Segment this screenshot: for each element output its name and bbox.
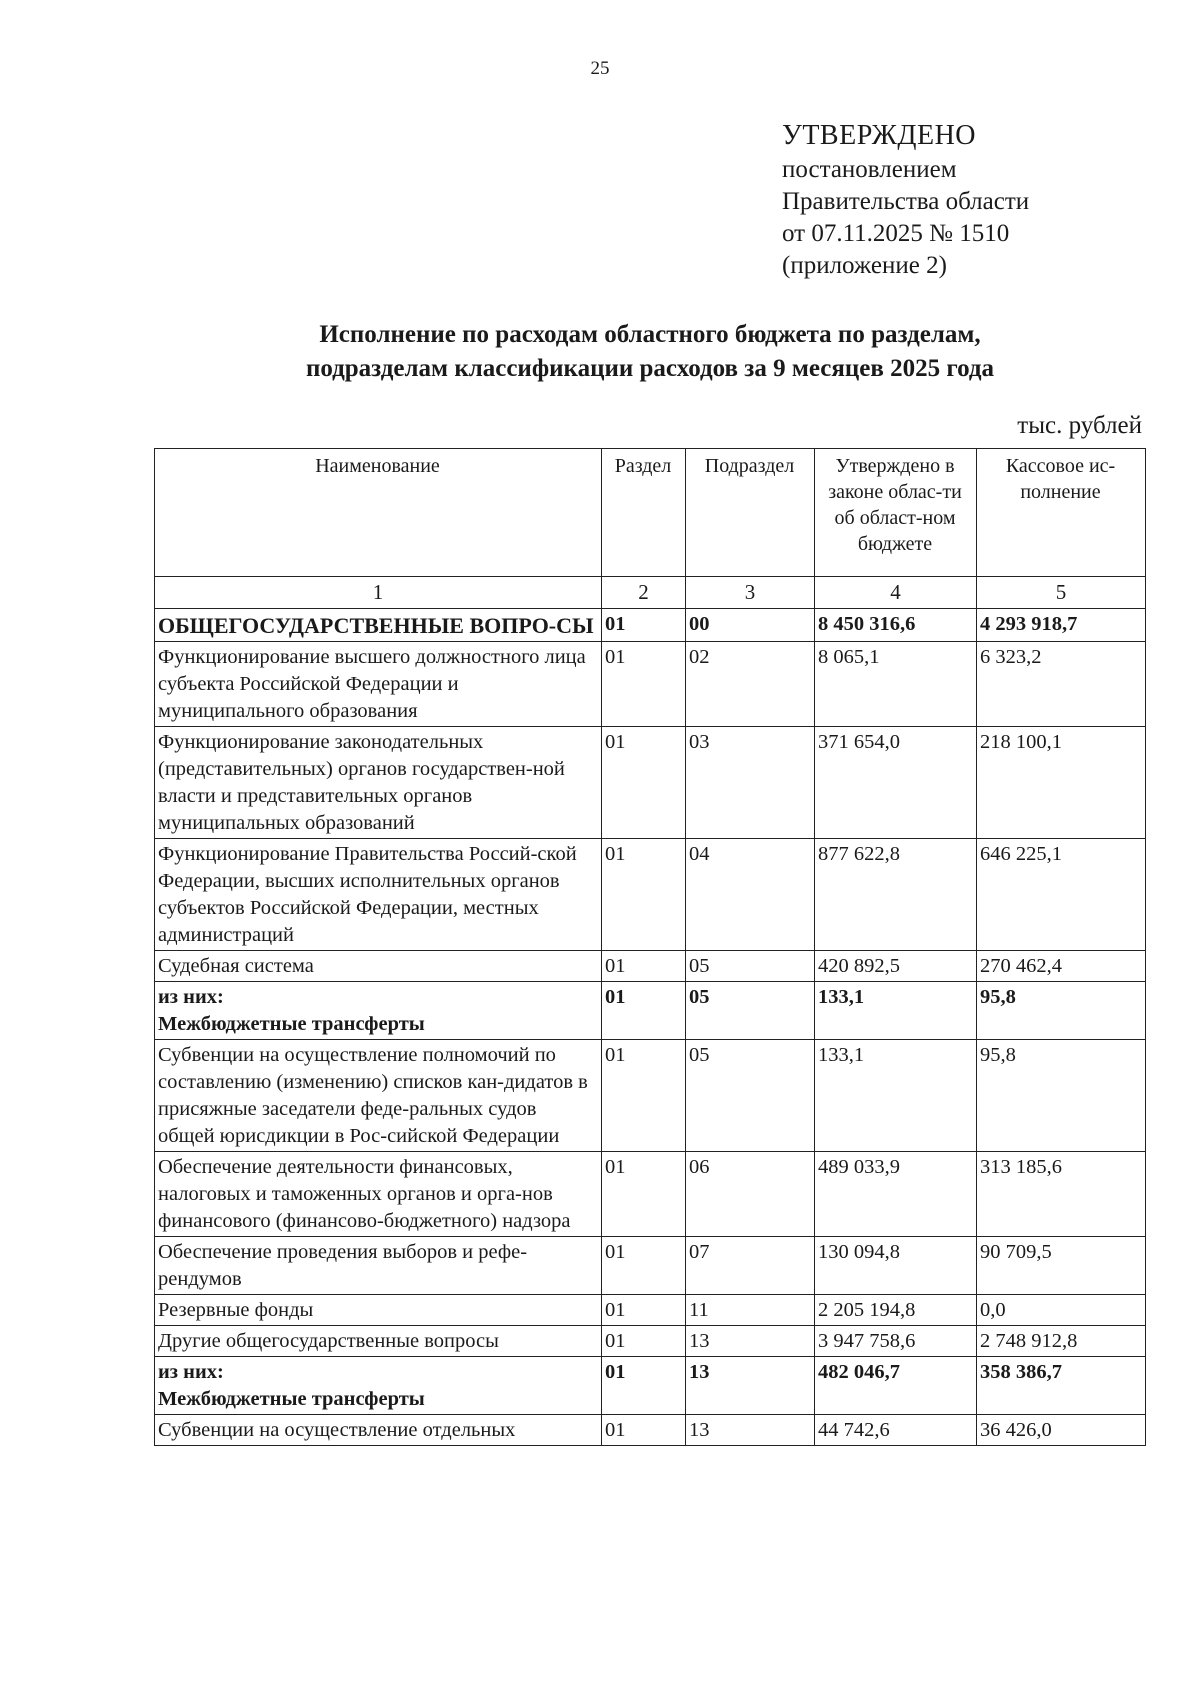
header-subsection: Подраздел	[686, 449, 815, 577]
row-executed: 4 293 918,7	[977, 609, 1146, 642]
row-name-main: Межбюджетные трансферты	[158, 1013, 425, 1035]
row-subsection: 05	[686, 1040, 815, 1152]
title-line: Исполнение по расходам областного бюджета по разделам,	[319, 321, 981, 348]
title-line: подразделам классификации расходов за 9 месяцев 2025 года	[305, 355, 995, 382]
row-executed: 358 386,7	[977, 1357, 1146, 1415]
row-approved: 482 046,7	[815, 1357, 977, 1415]
table-row	[155, 1152, 1146, 1237]
row-name: Функционирование высшего должностного лица субъекта Российской Федерации и муниципального образования	[155, 642, 602, 727]
row-name: Другие общегосударственные вопросы	[155, 1326, 602, 1357]
column-number-row	[155, 577, 1146, 609]
row-subsection: 06	[686, 1152, 815, 1237]
row-executed: 218 100,1	[977, 727, 1146, 839]
row-section: 01	[602, 727, 686, 839]
header-name: Наименование	[155, 449, 602, 577]
row-subsection: 13	[686, 1357, 815, 1415]
row-executed: 313 185,6	[977, 1152, 1146, 1237]
row-approved: 130 094,8	[815, 1237, 977, 1295]
row-executed: 95,8	[977, 982, 1146, 1040]
row-approved: 489 033,9	[815, 1152, 977, 1237]
column-number: 5	[977, 577, 1146, 609]
row-subsection: 00	[686, 609, 815, 642]
table-row	[155, 951, 1146, 982]
table-row	[155, 609, 1146, 642]
approval-line: постановлением	[782, 156, 957, 183]
row-section: 01	[602, 951, 686, 982]
row-subsection: 04	[686, 839, 815, 951]
units-label: тыс. рублей	[1017, 412, 1142, 439]
header-row	[155, 449, 1146, 577]
row-approved: 877 622,8	[815, 839, 977, 951]
column-number: 1	[155, 577, 602, 609]
approval-line: от 07.11.2025 № 1510	[782, 220, 1010, 247]
column-number: 3	[686, 577, 815, 609]
row-name-main: Межбюджетные трансферты	[158, 1388, 425, 1410]
row-subsection: 03	[686, 727, 815, 839]
row-name-prefix: из них:	[158, 1361, 224, 1383]
row-name	[155, 982, 602, 1040]
row-executed: 646 225,1	[977, 839, 1146, 951]
table-row	[155, 642, 1146, 727]
row-executed: 36 426,0	[977, 1415, 1146, 1446]
row-executed: 6 323,2	[977, 642, 1146, 727]
row-name: Функционирование Правительства Россий-ской Федерации, высших исполнительных органов субъектов Российской Федерации, местных администраций	[155, 839, 602, 951]
row-approved: 2 205 194,8	[815, 1295, 977, 1326]
row-name: Субвенции на осуществление отдельных	[155, 1415, 602, 1446]
row-subsection: 13	[686, 1415, 815, 1446]
row-name-prefix: из них:	[158, 986, 224, 1008]
table-row	[155, 1295, 1146, 1326]
row-section: 01	[602, 609, 686, 642]
column-number: 2	[602, 577, 686, 609]
header-executed: Кассовое ис-полнение	[977, 449, 1146, 577]
row-section: 01	[602, 1295, 686, 1326]
row-subsection: 13	[686, 1326, 815, 1357]
row-executed: 90 709,5	[977, 1237, 1146, 1295]
document-title	[150, 318, 1150, 386]
table-row	[155, 727, 1146, 839]
row-subsection: 07	[686, 1237, 815, 1295]
row-name: Обеспечение деятельности финансовых, налоговых и таможенных органов и орга-нов финансового (финансово-бюджетного) надзора	[155, 1152, 602, 1237]
row-name: Функционирование законодательных (представительных) органов государствен-ной власти и представительных органов муниципальных образований	[155, 727, 602, 839]
row-name: Судебная система	[155, 951, 602, 982]
row-section: 01	[602, 1357, 686, 1415]
row-executed: 270 462,4	[977, 951, 1146, 982]
header-approved: Утверждено в законе облас-ти об област-ном бюджете	[815, 449, 977, 577]
row-section: 01	[602, 1152, 686, 1237]
row-approved: 3 947 758,6	[815, 1326, 977, 1357]
row-approved: 420 892,5	[815, 951, 977, 982]
page-number: 25	[590, 58, 610, 79]
table-row	[155, 1415, 1146, 1446]
table-row	[155, 1326, 1146, 1357]
table-row	[155, 1040, 1146, 1152]
table-row	[155, 982, 1146, 1040]
row-subsection: 11	[686, 1295, 815, 1326]
column-number: 4	[815, 577, 977, 609]
row-name: ОБЩЕГОСУДАРСТВЕННЫЕ ВОПРО-СЫ	[155, 609, 602, 642]
row-executed: 95,8	[977, 1040, 1146, 1152]
table-row	[155, 1357, 1146, 1415]
row-section: 01	[602, 982, 686, 1040]
row-approved: 371 654,0	[815, 727, 977, 839]
row-subsection: 05	[686, 951, 815, 982]
row-name: Резервные фонды	[155, 1295, 602, 1326]
approval-heading: УТВЕРЖДЕНО	[782, 120, 977, 151]
row-approved: 133,1	[815, 982, 977, 1040]
table-row	[155, 839, 1146, 951]
row-executed: 0,0	[977, 1295, 1146, 1326]
table-row	[155, 1237, 1146, 1295]
row-approved: 133,1	[815, 1040, 977, 1152]
row-subsection: 02	[686, 642, 815, 727]
row-name: Субвенции на осуществление полномочий по составлению (изменению) списков кан-дидатов в присяжные заседатели феде-ральных судов общей юрисдикции в Рос-сийской Федерации	[155, 1040, 602, 1152]
budget-table	[154, 448, 1146, 1446]
row-section: 01	[602, 839, 686, 951]
row-name: Обеспечение проведения выборов и рефе-рендумов	[155, 1237, 602, 1295]
row-name	[155, 1357, 602, 1415]
row-approved: 8 450 316,6	[815, 609, 977, 642]
approval-stamp	[782, 118, 1029, 282]
row-approved: 8 065,1	[815, 642, 977, 727]
row-section: 01	[602, 1040, 686, 1152]
row-subsection: 05	[686, 982, 815, 1040]
row-section: 01	[602, 1237, 686, 1295]
row-executed: 2 748 912,8	[977, 1326, 1146, 1357]
header-section: Раздел	[602, 449, 686, 577]
row-section: 01	[602, 642, 686, 727]
approval-line: (приложение 2)	[782, 252, 947, 279]
row-section: 01	[602, 1415, 686, 1446]
approval-line: Правительства области	[782, 188, 1030, 215]
row-approved: 44 742,6	[815, 1415, 977, 1446]
row-section: 01	[602, 1326, 686, 1357]
